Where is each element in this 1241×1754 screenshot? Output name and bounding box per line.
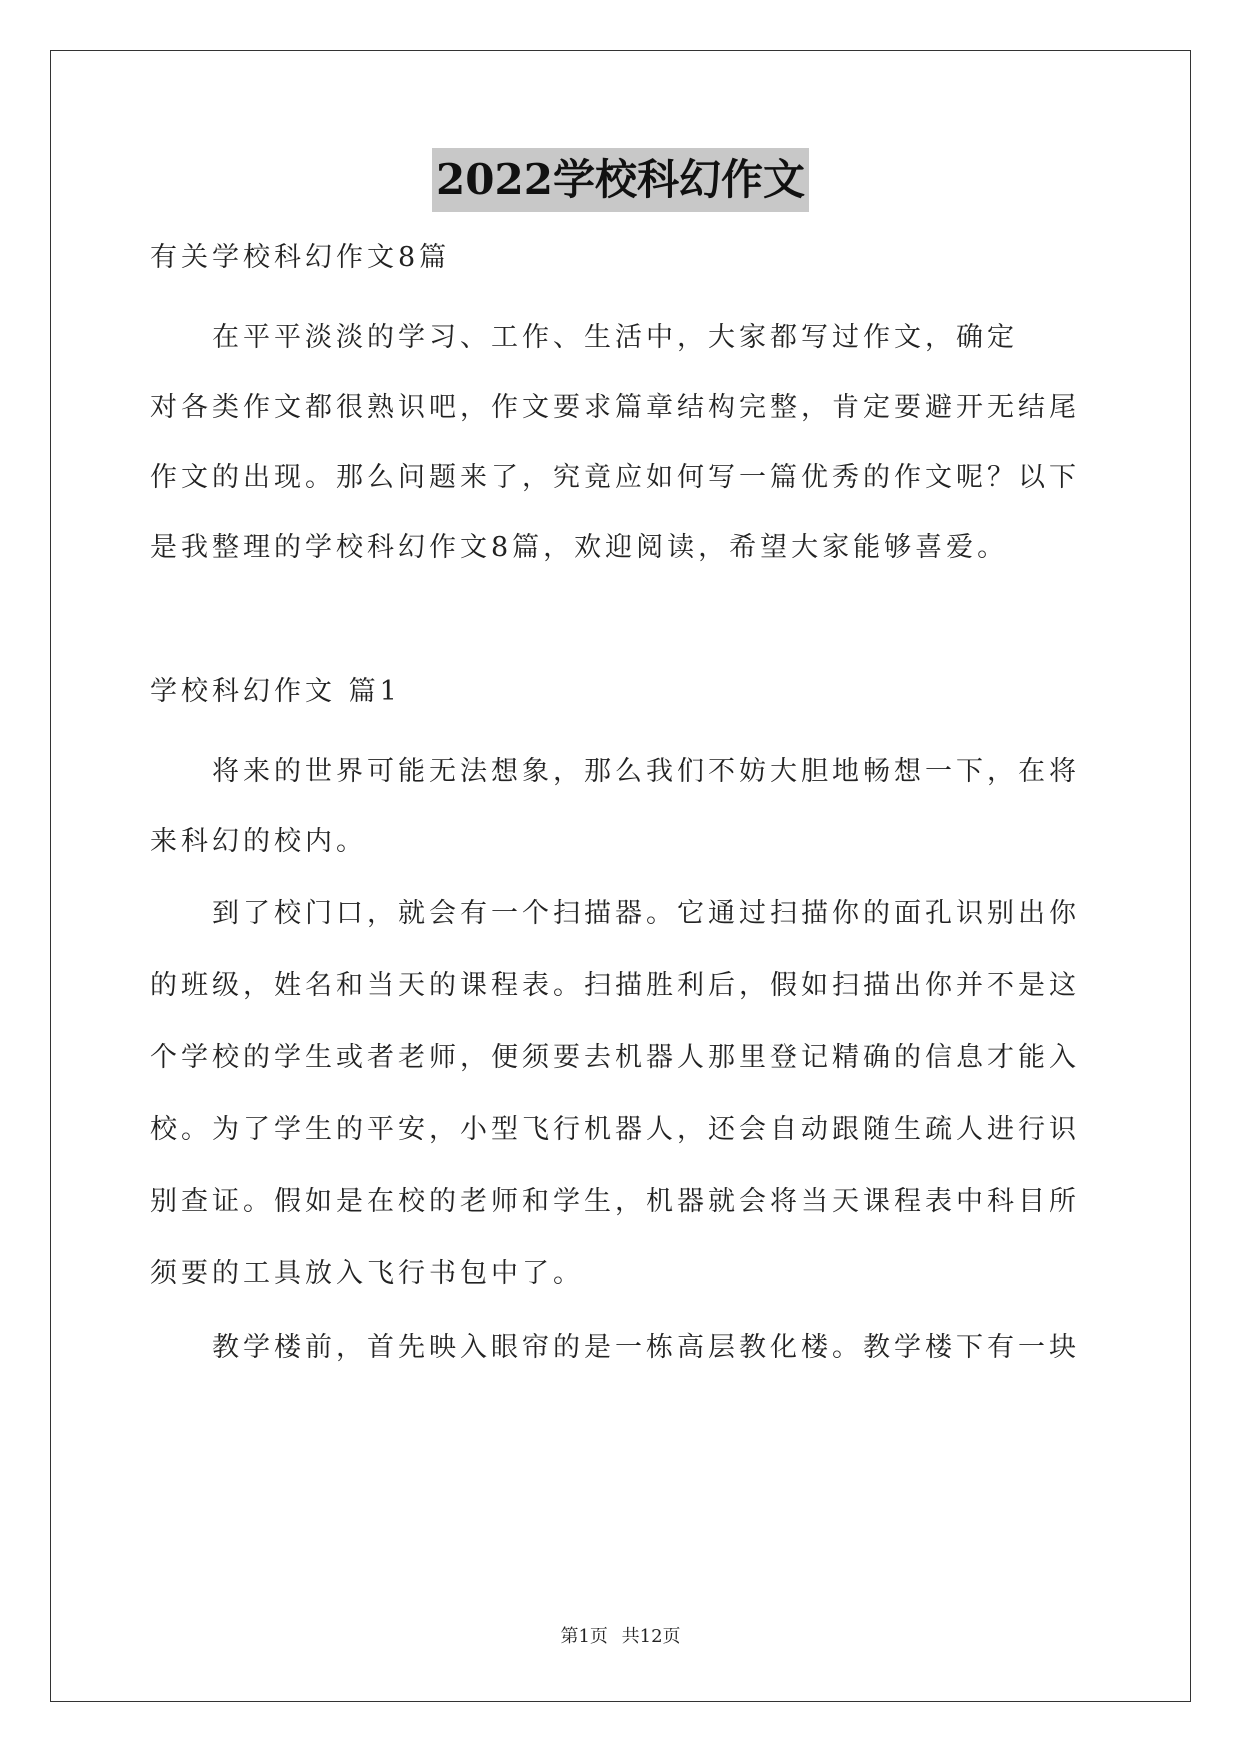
paragraph-line: 对各类作文都很熟识吧，作文要求篇章结构完整，肯定要避开无结尾: [150, 392, 1080, 423]
section-heading: 学校科幻作文 篇1: [150, 676, 401, 707]
paragraph-line: 别查证。假如是在校的老师和学生，机器就会将当天课程表中科目所: [150, 1186, 1080, 1217]
page-border: [50, 50, 1191, 1702]
document-subtitle: 有关学校科幻作文8篇: [150, 242, 451, 273]
paragraph-line: 在平平淡淡的学习、工作、生活中，大家都写过作文，确定: [150, 322, 1018, 353]
page-footer: [0, 1625, 1241, 1649]
paragraph-line: 个学校的学生或者老师，便须要去机器人那里登记精确的信息才能入: [150, 1042, 1080, 1073]
paragraph-line: 是我整理的学校科幻作文8篇，欢迎阅读，希望大家能够喜爱。: [150, 532, 1009, 563]
paragraph-line: 来科幻的校内。: [150, 826, 367, 857]
document-title: 2022学校科幻作文: [432, 148, 809, 212]
paragraph-line: 将来的世界可能无法想象，那么我们不妨大胆地畅想一下，在将: [150, 756, 1080, 787]
page-number: 第1页: [560, 1626, 608, 1647]
paragraph-line: 教学楼前，首先映入眼帘的是一栋高层教化楼。教学楼下有一块: [150, 1332, 1080, 1363]
title-container: [0, 148, 1241, 212]
paragraph-line: 作文的出现。那么问题来了，究竟应如何写一篇优秀的作文呢？以下: [150, 462, 1080, 493]
paragraph-line: 校。为了学生的平安，小型飞行机器人，还会自动跟随生疏人进行识: [150, 1114, 1080, 1145]
page-total: 共12页: [621, 1626, 681, 1647]
paragraph-line: 到了校门口，就会有一个扫描器。它通过扫描你的面孔识别出你: [150, 898, 1080, 929]
paragraph-line: 的班级，姓名和当天的课程表。扫描胜利后，假如扫描出你并不是这: [150, 970, 1080, 1001]
paragraph-line: 须要的工具放入飞行书包中了。: [150, 1258, 584, 1289]
